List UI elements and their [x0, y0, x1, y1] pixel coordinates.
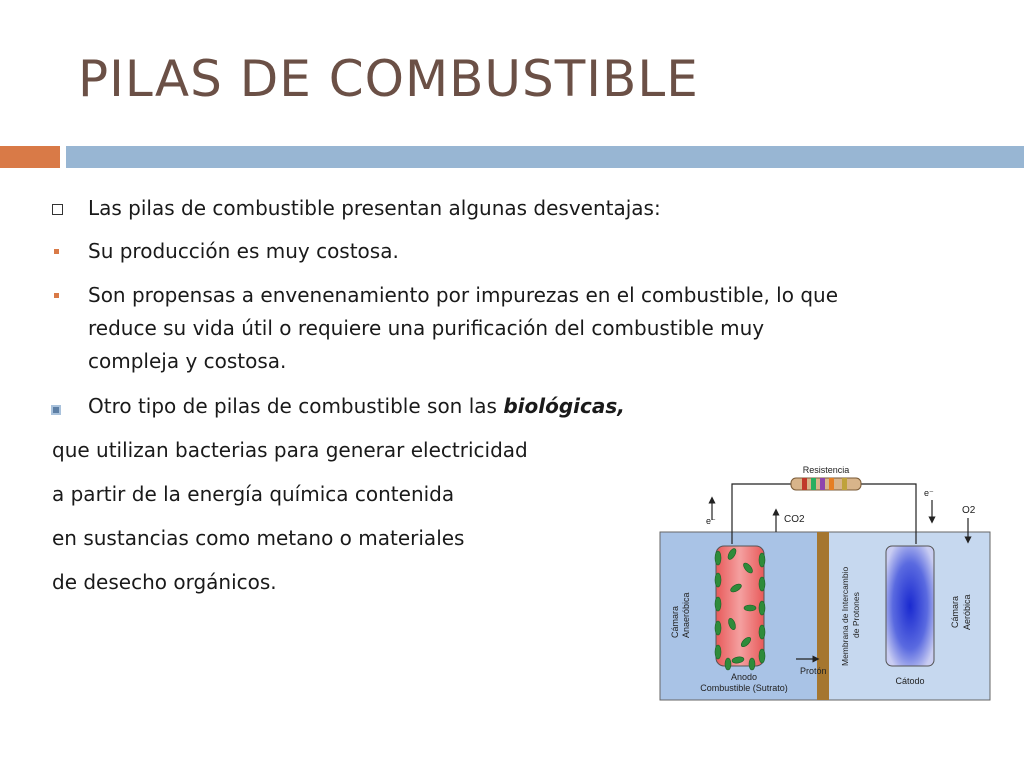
bullet-biological-emphasis: biológicas, — [503, 394, 625, 418]
aerobic-chamber-label-2: Aeróbica — [962, 594, 972, 630]
o2-label: O2 — [962, 505, 976, 516]
membrane-label-1: Membrana de Intercambio — [840, 566, 850, 666]
square-bullet-icon — [54, 249, 59, 254]
cathode-label: Cátodo — [895, 676, 925, 686]
microbial-fuel-cell-diagram — [652, 458, 997, 708]
anaerobic-chamber-label-1: Cámara — [670, 605, 680, 638]
bullet-biological-text: Otro tipo de pilas de combustible son las — [88, 394, 504, 418]
square-bullet-icon — [54, 293, 59, 298]
resistor-icon — [791, 478, 861, 490]
membrane-label-2: de Protones — [851, 592, 861, 638]
continuation-line-1: que utilizan bacterias para generar electricidad — [52, 438, 528, 462]
continuation-line-3: en sustancias como metano o materiales — [52, 526, 465, 550]
continuation-line-4: de desecho orgánicos. — [52, 570, 277, 594]
aerobic-chamber-label-1: Cámara — [950, 595, 960, 628]
bullet-poisoning-line-3: compleja y costosa. — [88, 349, 287, 373]
accent-bar-orange — [0, 146, 60, 168]
anode-label: Anodo — [730, 672, 758, 682]
electron-left-label: e⁻ — [706, 516, 716, 526]
cathode-electrode — [886, 546, 934, 666]
bullet-poisoning-line-2: reduce su vida útil o requiere una purificación del combustible muy — [88, 316, 765, 340]
fuel-substrate-label: Combustible (Sutrato) — [700, 683, 788, 693]
anode-electrode — [716, 546, 764, 666]
co2-label: CO2 — [784, 514, 805, 525]
blue-square-bullet-icon — [51, 405, 61, 415]
bullet-cost: Su producción es muy costosa. — [88, 239, 399, 263]
bullet-disadvantages-intro: Las pilas de combustible presentan algunas desventajas: — [88, 196, 661, 220]
bullet-biological — [88, 390, 625, 423]
hollow-square-bullet-icon — [52, 204, 63, 215]
continuation-line-2: a partir de la energía química contenida — [52, 482, 455, 506]
proton-label: Protón — [800, 666, 827, 676]
resistor-label: Resistencia — [802, 465, 850, 475]
accent-bar-blue — [66, 146, 1024, 168]
electron-right-label: e⁻ — [924, 488, 934, 498]
bullet-poisoning — [88, 279, 838, 378]
bullet-poisoning-line-1: Son propensas a envenenamiento por impurezas en el combustible, lo que — [88, 283, 839, 307]
slide-title: PILAS DE COMBUSTIBLE — [78, 50, 699, 108]
anaerobic-chamber-label-2: Anaeróbica — [681, 592, 691, 638]
